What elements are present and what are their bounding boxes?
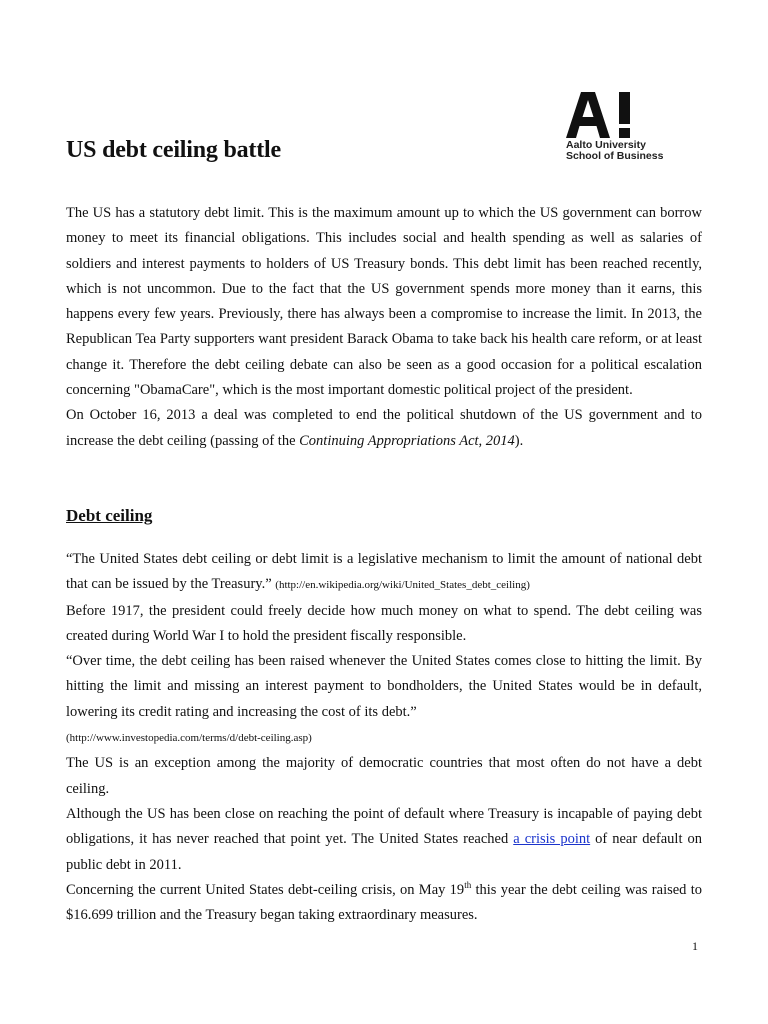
intro-p2-text: On October 16, 2013 a deal was completed to end the political shutdown of the US government and to increase the debt ceiling (passing of the bbox=[66, 407, 702, 449]
page-number: 1 bbox=[692, 939, 698, 953]
crisis-text: Concerning the current United States debt-ceiling crisis, on May 19 bbox=[66, 881, 465, 898]
quote-2-source: (http://www.investopedia.com/terms/d/debt-ceiling.asp) bbox=[66, 732, 312, 745]
intro-p2-end: ). bbox=[514, 432, 524, 449]
aalto-logo bbox=[566, 92, 686, 172]
act-name: Continuing Appropriations Act, 2014 bbox=[299, 432, 515, 449]
quote-1-text: “The United States debt ceiling or debt limit is a legislative mechanism to limit the amount of national debt that can be issued by the Treasury.” bbox=[66, 551, 702, 593]
intro-paragraph-1: The US has a statutory debt limit. This is the maximum amount up to which the US government can borrow money to meet its financial obligations. This includes social and health spending as well as salaries of soldiers and interest payments to holders of US Treasury bonds. This debt limit has been reached recently, which is not uncommon. Due to the fact that the US government spends more money than it earns, this happens every few years. Previously, there has always been a compromise to increase the limit. In 2013, the Republican Tea Party supporters want president Barack Obama to take back his health care reform, or at least change it. Therefore the debt ceiling debate can also be seen as a good occasion for a political escalation concerning "ObamaCare", which is the most important domestic political project of the president. bbox=[66, 205, 702, 399]
debt-ceiling-section bbox=[66, 505, 702, 928]
document-title: US debt ceiling battle bbox=[66, 137, 281, 163]
crisis-text-end: this year the debt ceiling was raised to $16.699 trillion and the Treasury began taking extraordinary measures. bbox=[66, 881, 702, 924]
section-heading: Debt ceiling bbox=[66, 506, 153, 525]
default-paragraph bbox=[66, 802, 702, 878]
crisis-point-link[interactable]: a crisis point bbox=[513, 831, 591, 848]
exception-paragraph: The US is an exception among the majority of democratic countries that most often do not have a debt ceiling. bbox=[66, 755, 702, 797]
ordinal-suffix: th bbox=[464, 880, 472, 891]
quote-2-text: “Over time, the debt ceiling has been raised whenever the United States comes close to hitting the limit. By hitting the limit and missing an interest payment to bondholders, the United States would be in default, lowering its credit rating and increasing the cost of its debt.” bbox=[66, 653, 702, 720]
history-paragraph: Before 1917, the president could freely decide how much money on what to spend. The debt ceiling was created during World War I to hold the president fiscally responsible. bbox=[66, 602, 702, 644]
logo-line-1: Aalto University bbox=[566, 139, 646, 151]
aalto-logo-text bbox=[566, 140, 663, 162]
intro-section bbox=[66, 201, 702, 454]
logo-line-2: School of Business bbox=[566, 150, 664, 162]
current-crisis-paragraph bbox=[66, 878, 702, 929]
quote-investopedia bbox=[66, 649, 702, 751]
quote-1-source: (http://en.wikipedia.org/wiki/United_States_debt_ceiling) bbox=[275, 579, 530, 592]
default-text-end: of near default on public debt in 2011. bbox=[66, 831, 702, 873]
intro-paragraph-2 bbox=[66, 403, 702, 454]
quote-wikipedia bbox=[66, 547, 702, 599]
default-text: Although the US has been close on reaching the point of default where Treasury is incapable of paying debt obligations, it has never reached that point yet. The United States reached bbox=[66, 805, 702, 848]
aalto-a-exclamation-icon bbox=[566, 92, 636, 138]
